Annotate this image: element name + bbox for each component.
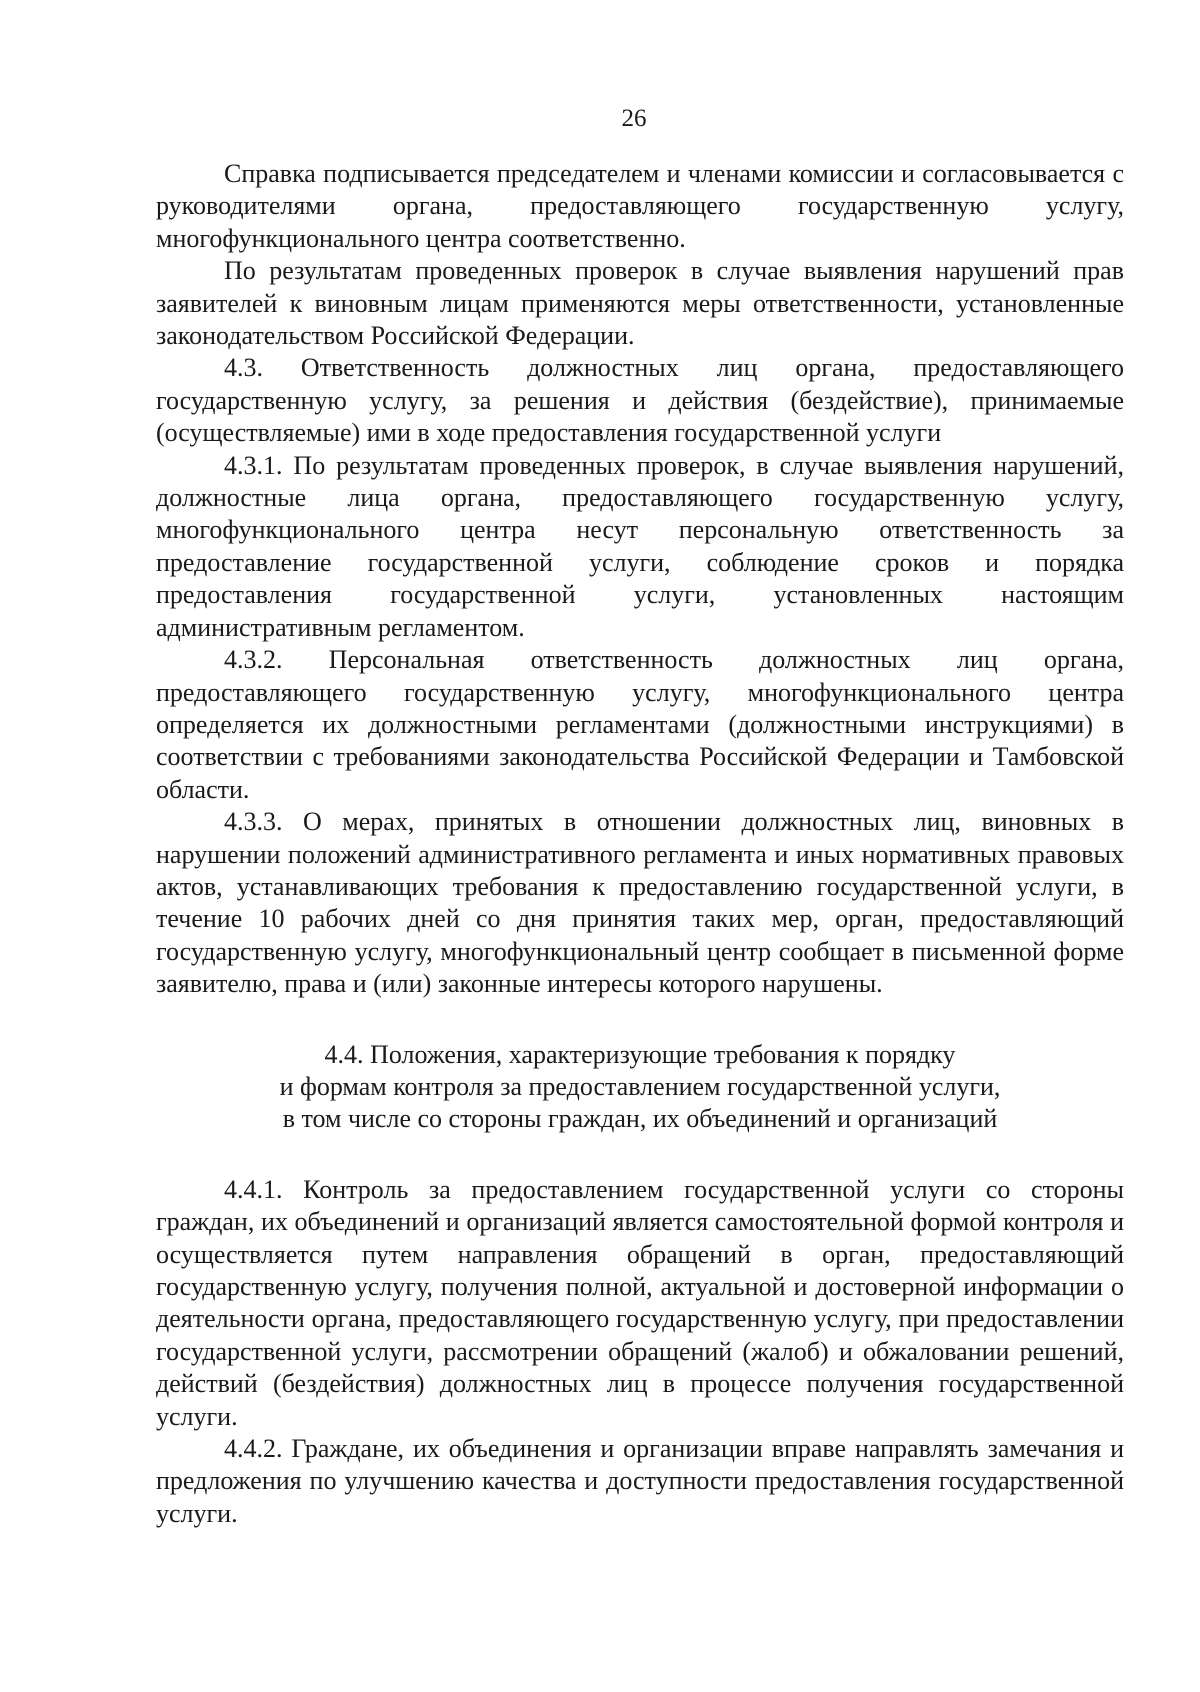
section-title-line: 4.4. Положения, характеризующие требования к порядку [324, 1039, 956, 1069]
page-number: 26 [621, 105, 647, 132]
paragraph-violations-liability: По результатам проведенных проверок в случае выявления нарушений прав заявителей к виновным лицам применяются меры ответственности, установленные законодательством Российской Федерации. [156, 256, 1124, 351]
paragraph-4-3-3: 4.3.3. О мерах, принятых в отношении должностных лиц, виновных в нарушении положений административного регламента и иных нормативных правовых актов, устанавливающих требования к предоставлению государственной услуги, в течение 10 рабочих дней со дня принятия таких мер, орган, предоставляющий государственную услугу, многофункциональный центр сообщает в письменной форме заявителю, права и (или) законные интересы которого нарушены. [156, 807, 1124, 999]
paragraph-4-4-1: 4.4.1. Контроль за предоставлением государственной услуги со стороны граждан, их объединений и организаций является самостоятельной формой контроля и осуществляется путем направления обращений в орган, предоставляющий государственную услугу, получения полной, актуальной и достоверной информации о деятельности органа, предоставляющего государственную услугу, при предоставлении государственной услуги, рассмотрении обращений (жалоб) и обжаловании решений, действий (бездействия) должностных лиц в процессе получения государственной услуги. [156, 1174, 1124, 1431]
section-title-line: в том числе со стороны граждан, их объединений и организаций [282, 1104, 998, 1134]
paragraph-certificate-signing: Справка подписывается председателем и членами комиссии и согласовывается с руководителями органа, предоставляющего государственную услугу, многофункционального центра соответственно. [156, 159, 1124, 253]
section-title-line: и формам контроля за предоставлением государственной услуги, [279, 1071, 1001, 1101]
paragraph-4-3-heading: 4.3. Ответственность должностных лиц органа, предоставляющего государственную услугу, за решения и действия (бездействие), принимаемые (осуществляемые) ими в ходе предоставления государственной услуги [156, 353, 1124, 448]
document-body [156, 158, 1124, 1530]
section-title-4-4 [156, 1039, 1124, 1136]
paragraph-4-3-2: 4.3.2. Персональная ответственность должностных лиц органа, предоставляющего государственную услугу, многофункционального центра определяется их должностными регламентами (должностными инструкциями) в соответствии с требованиями законодательства Российской Федерации и Тамбовской области. [156, 645, 1124, 804]
paragraph-4-3-1: 4.3.1. По результатам проведенных проверок, в случае выявления нарушений, должностные лица органа, предоставляющего государственную услугу, многофункционального центра несут персональную ответственность за предоставление государственной услуги, соблюдение сроков и порядка предоставления государственной услуги, установленных настоящим административным регламентом. [156, 450, 1124, 642]
paragraph-4-4-2: 4.4.2. Граждане, их объединения и организации вправе направлять замечания и предложения по улучшению качества и доступности предоставления государственной услуги. [156, 1434, 1124, 1528]
